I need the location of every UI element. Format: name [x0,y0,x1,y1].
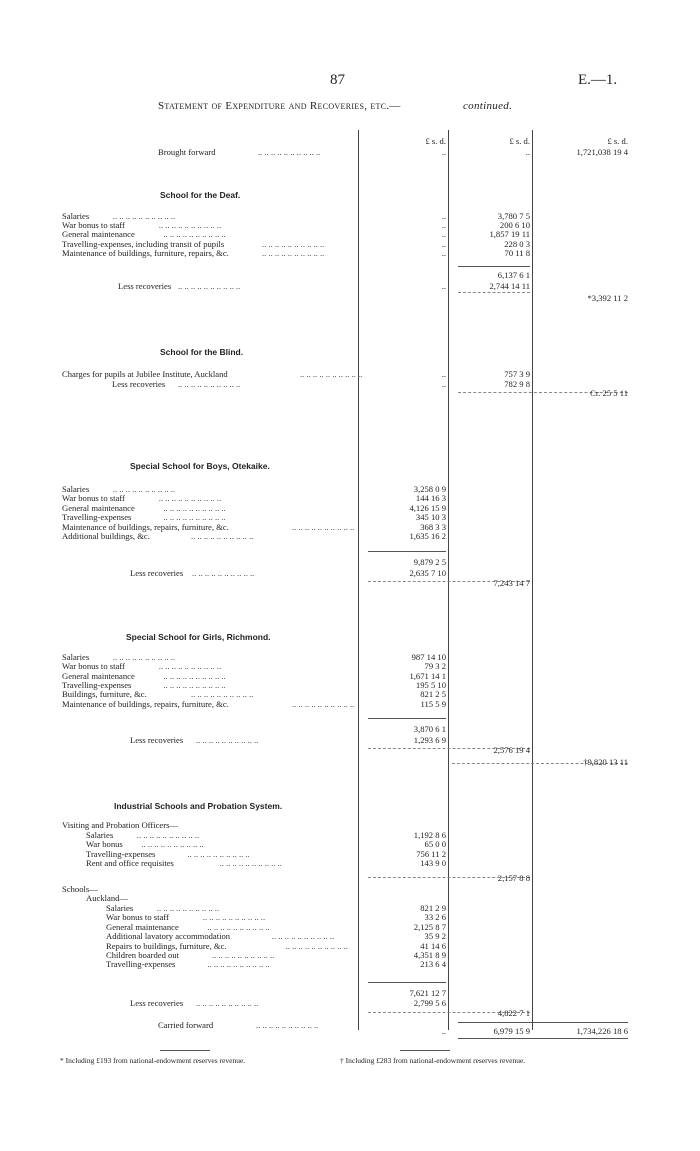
deaf-row-col1: .. [441,229,446,240]
auckland-row-col1: 2,125 8 7 [413,921,446,932]
girls-row-col1: 987 14 10 [411,652,446,662]
boys-row-col1: 368 3 3 [420,521,446,532]
leader-dots: .. .. .. .. .. .. .. .. .. .. [202,912,266,923]
boys-less-label: Less recoveries [130,568,184,578]
leader-dots: .. .. .. .. .. .. .. .. .. .. [158,493,222,504]
leader-dots: .. .. .. .. .. .. .. .. .. .. [191,531,254,541]
boys-row-col1: 144 16 3 [415,493,446,504]
leader-dots: .. .. .. .. .. .. .. .. .. .. [207,959,270,970]
girls-row-col1: 79 3 2 [424,661,446,672]
brought-forward-col2: .. [525,147,530,157]
blind-row-label: Charges for pupils at Jubilee Institute, Auckland [62,369,228,379]
footnote-rule [400,1050,450,1051]
leader-dots: .. .. .. .. .. .. .. .. .. .. [285,940,348,951]
deaf-row-label: Salaries [62,211,90,221]
leader-dots: .. .. .. .. .. .. .. .. .. .. [292,521,355,532]
page-heading: Statement of Expenditure and Recoveries, etc.— [158,100,401,112]
visiting-row-label: War bonus [86,839,123,850]
section-title-industrial: Industrial Schools and Probation System. [114,801,283,811]
leader-dots: .. .. .. .. .. .. .. .. .. .. [112,484,176,494]
blind-less: 782 9 8 [504,379,530,389]
deaf-net: *3,392 11 2 [587,293,628,303]
deaf-row-col1: .. [441,220,446,231]
visiting-row-label: Salaries [86,830,114,840]
girls-row-label: General maintenance [62,670,135,681]
leader-dots: .. .. .. .. .. .. .. .. .. .. [219,857,282,868]
leader-dots: .. .. .. .. .. .. .. .. .. .. [141,839,204,850]
brought-forward-label: Brought forward [158,147,216,157]
leader-dots: .. .. .. .. .. .. .. .. .. .. [191,689,254,700]
rule [368,551,446,552]
leader-dots: .. .. .. .. .. .. .. .. .. .. [292,698,355,709]
leader-dots: .. .. .. .. .. .. .. .. .. .. [207,921,270,932]
leader-dots: .. .. .. .. .. .. .. .. .. .. [187,848,250,859]
carried-forward-col3: 1,734,226 18 6 [576,1026,628,1036]
boys-row-col1: 3,258 0 9 [413,484,446,494]
girls-row-label: War bonus to staff [62,661,125,672]
leader-dots: .. .. .. .. .. .. .. .. .. .. [136,830,200,840]
leader-dots: .. .. .. .. .. .. .. .. .. .. [158,661,222,672]
brought-forward-col1: .. [441,147,446,157]
carried-forward-col2: 6,979 15 9 [493,1026,530,1036]
carried-forward-col1: .. [441,1026,446,1036]
industrial-net: 4,822 7 1 [497,1008,530,1018]
deaf-row-col1: .. [441,211,446,221]
brought-forward-col3: 1,721,038 19 4 [576,147,628,157]
blind-less-col1: .. [441,379,446,389]
deaf-less: 2,744 14 11 [489,281,530,291]
auckland-row-label: Repairs to buildings, furniture, &c. [106,940,227,951]
industrial-less: 2,799 5 6 [413,998,446,1008]
boys-net: 7,243 14 7 [493,578,530,588]
blind-row-col1: .. [441,369,446,379]
footnote-rule [160,1050,210,1051]
girls-row-col1: 821 2 5 [420,689,446,700]
rule [458,1038,628,1039]
industrial-less-label: Less recoveries [130,998,184,1008]
page-heading-continued: continued. [463,100,513,112]
visiting-row-col1: 143 9 0 [420,857,446,868]
carried-forward-label: Carried forward [158,1020,214,1030]
leader-dots: .. .. .. .. .. .. .. .. .. .. [192,568,255,578]
boys-row-label: Travelling-expenses [62,512,132,523]
leader-dots: .. .. .. .. .. .. .. .. .. .. [258,147,321,157]
column-1-heading: £ s. d. [425,136,446,146]
girls-row-label: Travelling-expenses [62,679,132,690]
visiting-row-col1: 65 0 0 [424,839,446,850]
blind-net: Cr. 25 5 11 [590,388,628,398]
leader-dots: .. .. .. .. .. .. .. .. .. .. [163,679,226,690]
deaf-row-col2: 200 6 10 [499,220,530,231]
auckland-row-label: Salaries [106,903,134,913]
leader-dots: .. .. .. .. .. .. .. .. .. .. [163,670,226,681]
girls-row-col1: 195 5 10 [415,679,446,690]
leader-dots: .. .. .. .. .. .. .. .. .. .. [163,502,226,513]
page-number: 87 [330,72,345,88]
blind-less-label: Less recoveries [112,379,166,389]
girls-row-col1: 1,671 14 1 [409,670,446,681]
auckland-row-label: General maintenance [106,921,179,932]
leader-dots: .. .. .. .. .. .. .. .. .. .. [163,512,226,523]
auckland-label: Auckland— [86,893,129,903]
column-divider-1 [358,130,359,1030]
leader-dots: .. .. .. .. .. .. .. .. .. .. [178,281,241,291]
rule [368,982,446,983]
rule [368,718,446,719]
auckland-row-col1: 33 2 6 [424,912,446,923]
boys-row-label: General maintenance [62,502,135,513]
schools-label: Schools— [62,884,98,894]
boys-row-label: Additional buildings, &c. [62,531,150,541]
visiting-row-col1: 756 11 2 [416,848,446,859]
deaf-row-col1: .. [441,247,446,258]
girls-less-label: Less recoveries [130,735,184,745]
rule [458,266,530,267]
leader-dots: .. .. .. .. .. .. .. .. .. .. [112,211,176,221]
visiting-row-label: Travelling-expenses [86,848,156,859]
footnote-left: * Including £193 from national-endowment reserves revenue. [60,1056,246,1065]
deaf-row-col2: 1,857 19 11 [489,229,530,240]
auckland-row-label: Additional lavatory accommodation [106,931,231,942]
leader-dots: .. .. .. .. .. .. .. .. .. .. [196,998,259,1008]
deaf-row-col2: 3,780 7 5 [497,211,530,221]
girls-group-total: †9,820 13 11 [583,757,628,767]
visiting-row-label: Rent and office requisites [86,857,174,868]
girls-row-label: Salaries [62,652,90,662]
leader-dots: .. .. .. .. .. .. .. .. .. .. [196,735,259,745]
auckland-row-col1: 4,351 8 9 [413,950,446,960]
leader-dots: .. .. .. .. .. .. .. .. .. .. [158,220,222,231]
boys-row-col1: 1,635 16 2 [409,531,446,541]
deaf-row-col2: 70 11 8 [504,247,530,258]
leader-dots: .. .. .. .. .. .. .. .. .. .. [156,903,220,913]
auckland-row-label: Children boarded out [106,950,180,960]
visiting-total: 2,157 8 8 [497,873,530,883]
deaf-row-label: Travelling-expenses, including transit of pupils [62,238,225,249]
deaf-row-col1: .. [441,238,446,249]
auckland-row-label: War bonus to staff [106,912,169,923]
auckland-row-col1: 35 9 2 [424,931,446,942]
deaf-row-label: War bonus to staff [62,220,125,231]
section-title-girls: Special School for Girls, Richmond. [126,632,271,642]
page-code: E.—1. [578,72,618,88]
section-title-deaf: School for the Deaf. [160,190,241,200]
leader-dots: .. .. .. .. .. .. .. .. .. .. [256,1020,319,1030]
girls-row-label: Maintenance of buildings, repairs, furniture, &c. [62,698,229,709]
leader-dots: .. .. .. .. .. .. .. .. .. .. [112,652,176,662]
section-title-boys: Special School for Boys, Otekaike. [130,461,270,471]
auckland-row-col1: 821 2 9 [420,903,446,913]
boys-row-label: War bonus to staff [62,493,125,504]
column-divider-3 [532,130,533,1030]
boys-row-col1: 4,126 15 9 [409,502,446,513]
column-3-heading: £ s. d. [607,136,628,146]
leader-dots: .. .. .. .. .. .. .. .. .. .. [271,931,335,942]
section-title-blind: School for the Blind. [160,347,244,357]
rule [458,292,530,293]
auckland-row-col1: 213 6 4 [420,959,446,970]
leader-dots: .. .. .. .. .. .. .. .. .. .. [212,950,275,960]
boys-row-col1: 345 10 3 [415,512,446,523]
girls-less: 1,293 6 9 [413,735,446,745]
boys-total: 9,879 2 5 [413,557,446,567]
visiting-row-col1: 1,192 8 6 [413,830,446,840]
leader-dots: .. .. .. .. .. .. .. .. .. .. [163,229,226,240]
deaf-row-label: General maintenance [62,229,135,240]
column-divider-2 [448,130,449,1030]
girls-row-col1: 115 5 9 [420,698,446,709]
rule [458,1022,628,1023]
girls-net: 2,576 19 4 [493,745,530,755]
deaf-row-col2: 228 0 3 [504,238,530,249]
girls-total: 3,870 6 1 [413,724,446,734]
blind-row-col2: 757 3 9 [504,369,530,379]
deaf-total: 6,137 6 1 [497,270,530,280]
leader-dots: .. .. .. .. .. .. .. .. .. .. [262,238,325,249]
leader-dots: .. .. .. .. .. .. .. .. .. .. [178,379,241,389]
deaf-less-label: Less recoveries [118,281,172,291]
leader-dots: .. .. .. .. .. .. .. .. .. .. [262,247,325,258]
auckland-total: 7,621 12 7 [409,988,446,998]
boys-less: 2,635 7 10 [409,568,446,578]
deaf-less-col1: .. [441,281,446,291]
visiting-officers-label: Visiting and Probation Officers— [62,820,179,830]
auckland-row-col1: 41 14 6 [420,940,446,951]
boys-row-label: Salaries [62,484,90,494]
footnote-right: † Including £283 from national-endowment reserves revenue. [340,1056,526,1065]
girls-row-label: Buildings, furniture, &c. [62,689,147,700]
deaf-row-label: Maintenance of buildings, furniture, repairs, &c. [62,247,229,258]
leader-dots: .. .. .. .. .. .. .. .. .. .. [300,369,363,379]
boys-row-label: Maintenance of buildings, repairs, furniture, &c. [62,521,229,532]
auckland-row-label: Travelling-expenses [106,959,176,970]
column-2-heading: £ s. d. [509,136,530,146]
